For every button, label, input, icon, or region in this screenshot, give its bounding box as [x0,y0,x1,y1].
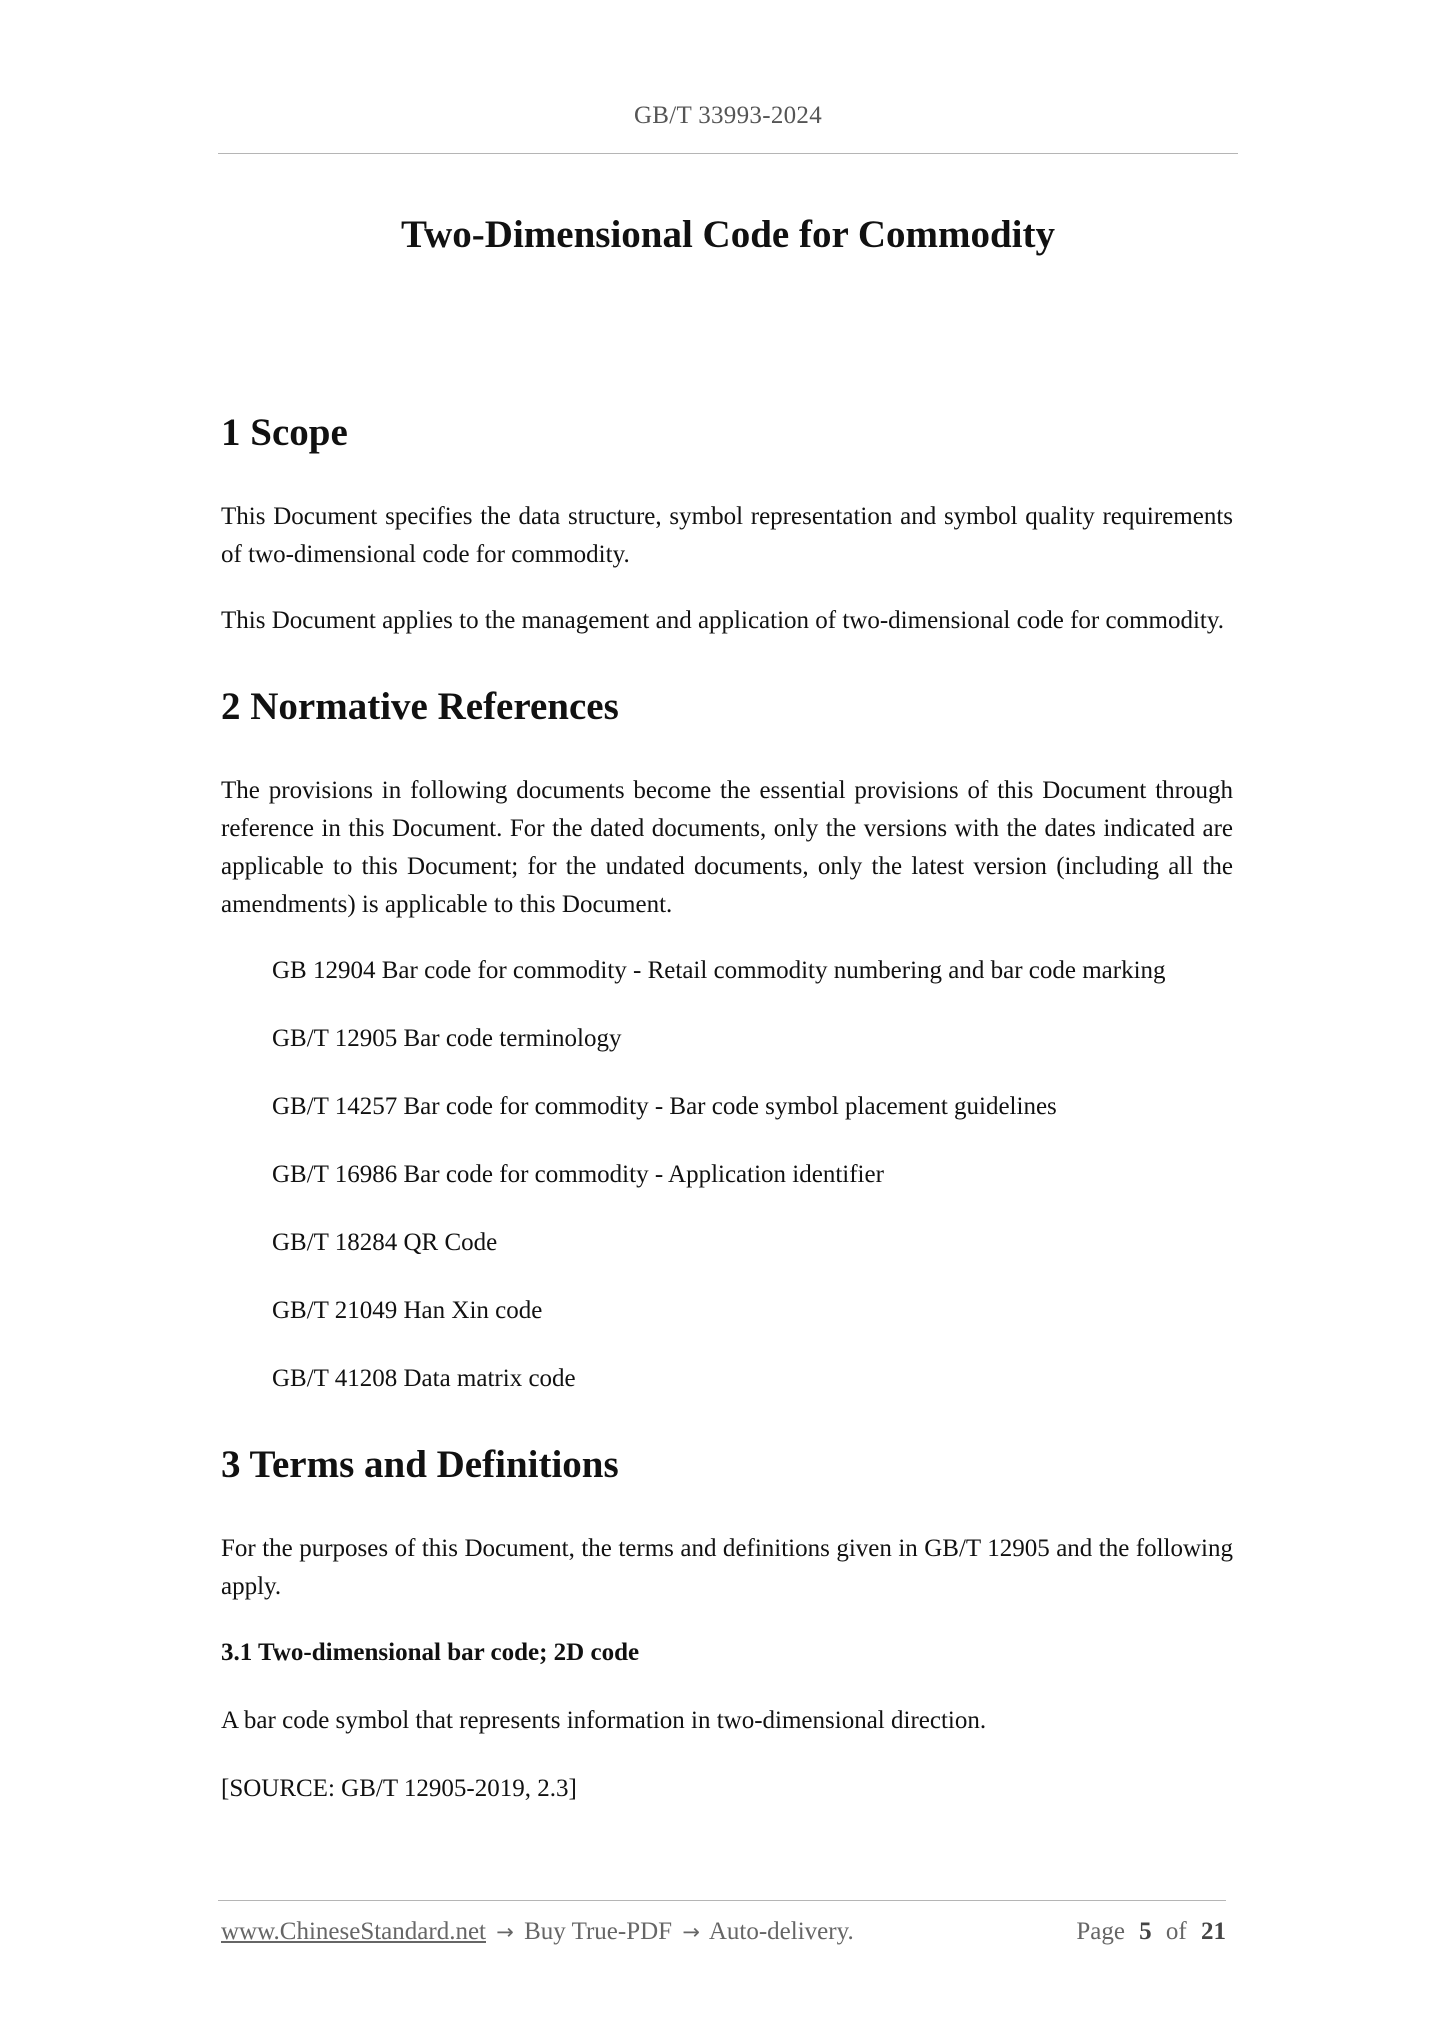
arrow-right-icon: → [682,1920,700,1944]
terms-intro-paragraph: For the purposes of this Document, the terms and definitions given in GB/T 12905 and the following apply. [221,1535,1233,1600]
reference-item: GB/T 16986 Bar code for commodity - Application identifier [272,1161,884,1188]
reference-item: GB/T 14257 Bar code for commodity - Bar code symbol placement guidelines [272,1093,1057,1120]
reference-item: GB/T 18284 QR Code [272,1229,498,1256]
document-body [221,408,1233,1808]
term-source: [SOURCE: GB/T 12905-2019, 2.3] [221,1775,577,1802]
scope-paragraph-2: This Document applies to the management and application of two-dimensional code for commodity. [221,607,1224,634]
page-of-label: of [1165,1918,1187,1945]
section-heading-normative-references: 2 Normative References [221,685,619,728]
section-heading-scope: 1 Scope [221,411,348,454]
document-title: Two-Dimensional Code for Commodity [401,213,1055,256]
scope-paragraph-1: This Document specifies the data structure, symbol representation and symbol quality requirements of two-dimensional code for commodity. [221,503,1233,568]
reference-list [221,952,1233,1398]
term-heading-2d-code: 3.1 Two-dimensional bar code; 2D code [221,1639,640,1666]
page-label: Page [1076,1918,1125,1945]
reference-item: GB/T 21049 Han Xin code [272,1297,543,1324]
arrow-right-icon: → [496,1920,514,1944]
section-heading-terms-and-definitions: 3 Terms and Definitions [221,1443,619,1486]
footer-promo [221,1918,854,1946]
chinesestandard-link[interactable]: www.ChineseStandard.net [221,1918,486,1945]
reference-item: GB/T 12905 Bar code terminology [272,1025,622,1052]
total-page-number: 21 [1201,1918,1226,1945]
header-divider [218,153,1238,154]
reference-item: GB/T 41208 Data matrix code [272,1365,576,1392]
page-number [1076,1918,1226,1946]
buy-true-pdf-text: Buy True-PDF [524,1918,673,1945]
footer-divider [218,1900,1226,1901]
auto-delivery-text: Auto-delivery. [708,1918,854,1945]
term-definition: A bar code symbol that represents information in two-dimensional direction. [221,1707,987,1734]
page-header: GB/T 33993-2024 [633,102,823,129]
reference-item: GB 12904 Bar code for commodity - Retail commodity numbering and bar code marking [272,957,1166,984]
current-page-number: 5 [1139,1918,1152,1945]
normative-intro-paragraph: The provisions in following documents become the essential provisions of this Document through reference in this Document. For the dated documents, only the versions with the dates indicated are applicable to this Document; for the undated documents, only the latest version (including all the amendments) is applicable to this Document. [221,777,1233,918]
